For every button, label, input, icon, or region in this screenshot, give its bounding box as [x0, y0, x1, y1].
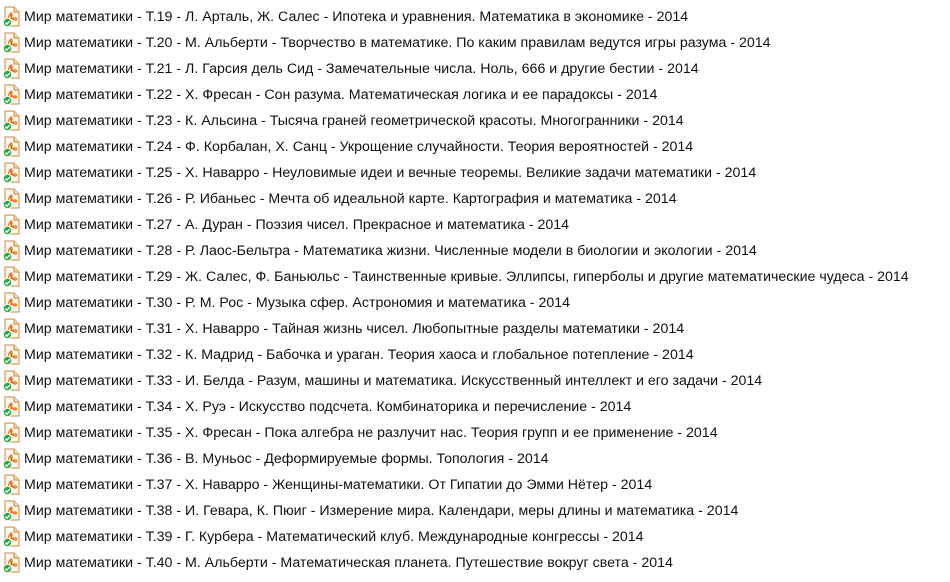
file-name: Мир математики - Т.30 - Р. М. Рос - Музыка сфер. Астрономия и математика - 2014 — [24, 295, 571, 311]
pdf-document-synced-icon — [2, 136, 22, 158]
file-item[interactable] — [0, 342, 950, 368]
pdf-document-synced-icon — [2, 474, 22, 496]
file-name: Мир математики - Т.23 - К. Альсина - Тысяча граней геометрической красоты. Многогранники - 2014 — [24, 113, 684, 129]
pdf-document-synced-icon — [2, 500, 22, 522]
file-item[interactable] — [0, 134, 950, 160]
file-name: Мир математики - Т.39 - Г. Курбера - Математический клуб. Международные конгрессы - 2014 — [24, 529, 644, 545]
file-item[interactable] — [0, 472, 950, 498]
pdf-document-synced-icon — [2, 214, 22, 236]
file-name: Мир математики - Т.25 - Х. Наварро - Неуловимые идеи и вечные теоремы. Великие задачи математики - 2014 — [24, 165, 757, 181]
file-name: Мир математики - Т.33 - И. Белда - Разум, машины и математика. Искусственный интеллект и его задачи - 2014 — [24, 373, 763, 389]
file-item[interactable] — [0, 30, 950, 56]
file-item[interactable] — [0, 316, 950, 342]
file-item[interactable] — [0, 446, 950, 472]
pdf-document-synced-icon — [2, 6, 22, 28]
file-name: Мир математики - Т.31 - Х. Наварро - Тайная жизнь чисел. Любопытные разделы математики - 2014 — [24, 321, 685, 337]
file-name: Мир математики - Т.38 - И. Гевара, К. Пюиг - Измерение мира. Календари, меры длины и математика - 2014 — [24, 503, 739, 519]
pdf-document-synced-icon — [2, 422, 22, 444]
file-name: Мир математики - Т.29 - Ж. Салес, Ф. Баньюльс - Таинственные кривые. Эллипсы, гиперболы и другие математические чудеса - 2014 — [24, 269, 909, 285]
pdf-document-synced-icon — [2, 292, 22, 314]
file-item[interactable] — [0, 290, 950, 316]
file-name: Мир математики - Т.20 - М. Альберти - Творчество в математике. По каким правилам ведутся игры разума - 2014 — [24, 35, 771, 51]
file-name: Мир математики - Т.32 - К. Мадрид - Бабочка и ураган. Теория хаоса и глобальное потепление - 2014 — [24, 347, 694, 363]
file-name: Мир математики - Т.26 - Р. Ибаньес - Мечта об идеальной карте. Картография и математика - 2014 — [24, 191, 677, 207]
file-item[interactable] — [0, 212, 950, 238]
file-item[interactable] — [0, 420, 950, 446]
file-name: Мир математики - Т.34 - Х. Руэ - Искусство подсчета. Комбинаторика и перечисление - 2014 — [24, 399, 632, 415]
file-list — [0, 4, 950, 576]
pdf-document-synced-icon — [2, 526, 22, 548]
file-item[interactable] — [0, 4, 950, 30]
pdf-document-synced-icon — [2, 58, 22, 80]
file-item[interactable] — [0, 368, 950, 394]
file-name: Мир математики - Т.37 - Х. Наварро - Женщины-математики. От Гипатии до Эмми Нётер - 2014 — [24, 477, 653, 493]
file-name: Мир математики - Т.19 - Л. Арталь, Ж. Салес - Ипотека и уравнения. Математика в экономике - 2014 — [24, 9, 689, 25]
pdf-document-synced-icon — [2, 32, 22, 54]
pdf-document-synced-icon — [2, 448, 22, 470]
pdf-document-synced-icon — [2, 84, 22, 106]
file-name: Мир математики - Т.28 - Р. Лаос-Бельтра - Математика жизни. Численные модели в биологии и экологии - 2014 — [24, 243, 757, 259]
pdf-document-synced-icon — [2, 370, 22, 392]
file-name: Мир математики - Т.36 - В. Муньос - Деформируемые формы. Топология - 2014 — [24, 451, 549, 467]
pdf-document-synced-icon — [2, 188, 22, 210]
pdf-document-synced-icon — [2, 162, 22, 184]
pdf-document-synced-icon — [2, 396, 22, 418]
file-item[interactable] — [0, 394, 950, 420]
file-item[interactable] — [0, 160, 950, 186]
pdf-document-synced-icon — [2, 240, 22, 262]
file-name: Мир математики - Т.40 - М. Альберти - Математическая планета. Путешествие вокруг света - 2014 — [24, 555, 673, 571]
file-name: Мир математики - Т.21 - Л. Гарсия дель Сид - Замечательные числа. Ноль, 666 и другие бестии - 2014 — [24, 61, 699, 77]
pdf-document-synced-icon — [2, 110, 22, 132]
file-item[interactable] — [0, 264, 950, 290]
file-name: Мир математики - Т.27 - А. Дуран - Поэзия чисел. Прекрасное и математика - 2014 — [24, 217, 570, 233]
file-item[interactable] — [0, 524, 950, 550]
pdf-document-synced-icon — [2, 344, 22, 366]
file-item[interactable] — [0, 498, 950, 524]
file-name: Мир математики - Т.24 - Ф. Корбалан, Х. Санц - Укрощение случайности. Теория вероятностей - 2014 — [24, 139, 694, 155]
file-name: Мир математики - Т.22 - Х. Фресан - Сон разума. Математическая логика и ее парадоксы - 2014 — [24, 87, 658, 103]
pdf-document-synced-icon — [2, 266, 22, 288]
file-item[interactable] — [0, 550, 950, 576]
file-item[interactable] — [0, 238, 950, 264]
file-item[interactable] — [0, 82, 950, 108]
file-item[interactable] — [0, 108, 950, 134]
file-item[interactable] — [0, 186, 950, 212]
pdf-document-synced-icon — [2, 318, 22, 340]
file-name: Мир математики - Т.35 - Х. Фресан - Пока алгебра не разлучит нас. Теория групп и ее применение - 2014 — [24, 425, 718, 441]
pdf-document-synced-icon — [2, 552, 22, 574]
file-item[interactable] — [0, 56, 950, 82]
